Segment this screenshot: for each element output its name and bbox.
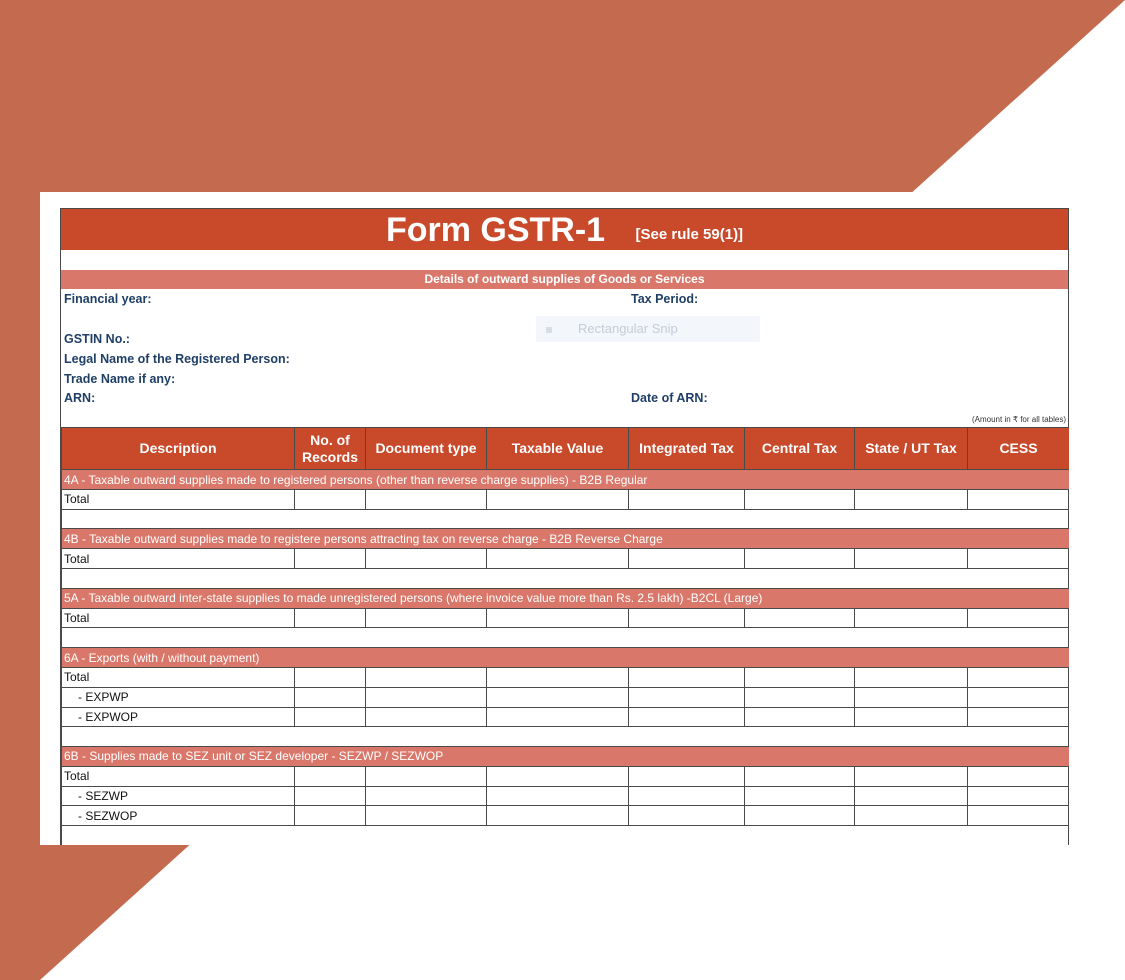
spacer-cell bbox=[745, 825, 855, 845]
spacer-cell bbox=[855, 509, 968, 529]
value-cell[interactable] bbox=[745, 766, 855, 786]
value-cell[interactable] bbox=[629, 766, 745, 786]
spacer-cell bbox=[855, 569, 968, 589]
row-label: Total bbox=[62, 668, 295, 688]
spacer-row bbox=[62, 825, 1070, 845]
section-header-row bbox=[62, 529, 1070, 549]
row-label: - SEZWP bbox=[62, 786, 295, 806]
value-cell[interactable] bbox=[629, 806, 745, 826]
spacer-cell bbox=[629, 628, 745, 648]
header-taxable-value: Taxable Value bbox=[487, 428, 629, 470]
spacer-cell bbox=[968, 825, 1070, 845]
value-cell[interactable] bbox=[629, 668, 745, 688]
spacer-cell bbox=[62, 727, 295, 747]
trade-name-label: Trade Name if any: bbox=[64, 372, 176, 386]
value-cell[interactable] bbox=[487, 549, 629, 569]
spacer-cell bbox=[366, 825, 487, 845]
value-cell[interactable] bbox=[487, 668, 629, 688]
value-cell[interactable] bbox=[745, 549, 855, 569]
value-cell[interactable] bbox=[295, 707, 366, 727]
value-cell[interactable] bbox=[968, 490, 1070, 510]
spacer-cell bbox=[295, 569, 366, 589]
form-subtitle: Details of outward supplies of Goods or Services bbox=[61, 270, 1068, 289]
snip-tooltip-label: Rectangular Snip bbox=[578, 321, 678, 336]
spacer-cell bbox=[366, 509, 487, 529]
spacer-cell bbox=[487, 509, 629, 529]
spacer-cell bbox=[62, 569, 295, 589]
value-cell[interactable] bbox=[295, 687, 366, 707]
value-cell[interactable] bbox=[855, 707, 968, 727]
value-cell[interactable] bbox=[295, 549, 366, 569]
value-cell[interactable] bbox=[629, 707, 745, 727]
spacer-cell bbox=[487, 569, 629, 589]
gstin-label: GSTIN No.: bbox=[64, 332, 130, 346]
spacer-cell bbox=[487, 825, 629, 845]
value-cell[interactable] bbox=[968, 707, 1070, 727]
gstr1-form bbox=[60, 208, 1069, 845]
value-cell[interactable] bbox=[855, 766, 968, 786]
table-row bbox=[62, 668, 1070, 688]
snip-tooltip bbox=[536, 316, 760, 342]
value-cell[interactable] bbox=[366, 707, 487, 727]
spacer-row bbox=[62, 569, 1070, 589]
amount-note: (Amount in ₹ for all tables) bbox=[971, 415, 1066, 424]
financial-year-label: Financial year: bbox=[64, 292, 152, 306]
header-cess: CESS bbox=[968, 428, 1070, 470]
arn-label: ARN: bbox=[64, 391, 96, 405]
spacer-cell bbox=[366, 569, 487, 589]
value-cell[interactable] bbox=[629, 786, 745, 806]
value-cell[interactable] bbox=[366, 549, 487, 569]
form-rule: [See rule 59(1)] bbox=[635, 226, 744, 243]
snip-icon bbox=[546, 327, 552, 333]
value-cell[interactable] bbox=[295, 490, 366, 510]
spacer-row bbox=[62, 509, 1070, 529]
value-cell[interactable] bbox=[968, 766, 1070, 786]
value-cell[interactable] bbox=[745, 668, 855, 688]
value-cell[interactable] bbox=[745, 786, 855, 806]
spacer-cell bbox=[968, 509, 1070, 529]
date-of-arn-label: Date of ARN: bbox=[631, 391, 708, 405]
spacer-cell bbox=[855, 628, 968, 648]
spacer-row bbox=[62, 727, 1070, 747]
value-cell[interactable] bbox=[968, 608, 1070, 628]
spacer-cell bbox=[295, 509, 366, 529]
value-cell[interactable] bbox=[487, 707, 629, 727]
section-title: 5A - Taxable outward inter-state supplies to made unregistered persons (where invoice value more than Rs. 2.5 lakh) -B2CL (Large) bbox=[62, 588, 1070, 608]
value-cell[interactable] bbox=[745, 707, 855, 727]
value-cell[interactable] bbox=[968, 806, 1070, 826]
value-cell[interactable] bbox=[745, 490, 855, 510]
supplies-table bbox=[61, 427, 1069, 845]
value-cell[interactable] bbox=[968, 668, 1070, 688]
section-header-row bbox=[62, 746, 1070, 766]
tax-period-label: Tax Period: bbox=[631, 292, 699, 306]
value-cell[interactable] bbox=[855, 687, 968, 707]
spacer-cell bbox=[629, 727, 745, 747]
value-cell[interactable] bbox=[855, 608, 968, 628]
row-label: Total bbox=[62, 766, 295, 786]
spacer-cell bbox=[968, 727, 1070, 747]
value-cell[interactable] bbox=[855, 549, 968, 569]
value-cell[interactable] bbox=[366, 687, 487, 707]
header-document-type: Document type bbox=[366, 428, 487, 470]
value-cell[interactable] bbox=[487, 687, 629, 707]
form-sheet bbox=[40, 192, 1069, 845]
value-cell[interactable] bbox=[968, 786, 1070, 806]
value-cell[interactable] bbox=[855, 786, 968, 806]
value-cell[interactable] bbox=[855, 668, 968, 688]
spacer-cell bbox=[62, 825, 295, 845]
spacer-cell bbox=[855, 825, 968, 845]
table-header-row bbox=[62, 428, 1070, 470]
section-header-row bbox=[62, 470, 1070, 490]
spacer-cell bbox=[745, 727, 855, 747]
spacer-cell bbox=[62, 628, 295, 648]
section-title: 4B - Taxable outward supplies made to registere persons attracting tax on reverse charge - B2B Reverse Charge bbox=[62, 529, 1070, 549]
table-row bbox=[62, 608, 1070, 628]
form-title-bar bbox=[61, 209, 1068, 250]
spacer-cell bbox=[629, 825, 745, 845]
header-state-ut-tax: State / UT Tax bbox=[855, 428, 968, 470]
table-row bbox=[62, 786, 1070, 806]
section-title: 6A - Exports (with / without payment) bbox=[62, 648, 1070, 668]
header-integrated-tax: Integrated Tax bbox=[629, 428, 745, 470]
table-row bbox=[62, 549, 1070, 569]
value-cell[interactable] bbox=[366, 490, 487, 510]
value-cell[interactable] bbox=[855, 490, 968, 510]
spacer-cell bbox=[487, 727, 629, 747]
section-header-row bbox=[62, 588, 1070, 608]
spacer-cell bbox=[487, 628, 629, 648]
value-cell[interactable] bbox=[745, 806, 855, 826]
spacer-cell bbox=[855, 727, 968, 747]
table-row bbox=[62, 806, 1070, 826]
value-cell[interactable] bbox=[487, 786, 629, 806]
table-row bbox=[62, 766, 1070, 786]
value-cell[interactable] bbox=[366, 786, 487, 806]
value-cell[interactable] bbox=[366, 608, 487, 628]
value-cell[interactable] bbox=[295, 766, 366, 786]
section-header-row bbox=[62, 648, 1070, 668]
row-label: Total bbox=[62, 549, 295, 569]
value-cell[interactable] bbox=[295, 668, 366, 688]
value-cell[interactable] bbox=[487, 766, 629, 786]
section-title: 4A - Taxable outward supplies made to registered persons (other than reverse charge supplies) - B2B Regular bbox=[62, 470, 1070, 490]
header-central-tax: Central Tax bbox=[745, 428, 855, 470]
value-cell[interactable] bbox=[366, 806, 487, 826]
table-row bbox=[62, 490, 1070, 510]
spacer-cell bbox=[968, 628, 1070, 648]
value-cell[interactable] bbox=[366, 766, 487, 786]
value-cell[interactable] bbox=[487, 490, 629, 510]
value-cell[interactable] bbox=[745, 608, 855, 628]
spacer-cell bbox=[745, 509, 855, 529]
spacer-cell bbox=[366, 628, 487, 648]
spacer-cell bbox=[968, 569, 1070, 589]
spacer-cell bbox=[295, 628, 366, 648]
table-row bbox=[62, 687, 1070, 707]
value-cell[interactable] bbox=[968, 687, 1070, 707]
row-label: - EXPWP bbox=[62, 687, 295, 707]
spacer-cell bbox=[366, 727, 487, 747]
value-cell[interactable] bbox=[487, 608, 629, 628]
header-description: Description bbox=[62, 428, 295, 470]
spacer-cell bbox=[295, 825, 366, 845]
table-row bbox=[62, 707, 1070, 727]
spacer-row bbox=[62, 628, 1070, 648]
row-label: - SEZWOP bbox=[62, 806, 295, 826]
row-label: Total bbox=[62, 490, 295, 510]
value-cell[interactable] bbox=[295, 806, 366, 826]
spacer-cell bbox=[62, 509, 295, 529]
value-cell[interactable] bbox=[968, 549, 1070, 569]
form-title: Form GSTR-1 bbox=[385, 211, 606, 249]
spacer-cell bbox=[295, 727, 366, 747]
row-label: - EXPWOP bbox=[62, 707, 295, 727]
value-cell[interactable] bbox=[629, 608, 745, 628]
value-cell[interactable] bbox=[745, 687, 855, 707]
value-cell[interactable] bbox=[366, 668, 487, 688]
header-records: No. of Records bbox=[295, 428, 366, 470]
value-cell[interactable] bbox=[629, 549, 745, 569]
value-cell[interactable] bbox=[487, 806, 629, 826]
section-title: 6B - Supplies made to SEZ unit or SEZ developer - SEZWP / SEZWOP bbox=[62, 746, 1070, 766]
row-label: Total bbox=[62, 608, 295, 628]
value-cell[interactable] bbox=[855, 806, 968, 826]
spacer-cell bbox=[629, 569, 745, 589]
spacer-cell bbox=[745, 628, 855, 648]
value-cell[interactable] bbox=[295, 608, 366, 628]
value-cell[interactable] bbox=[295, 786, 366, 806]
spacer-cell bbox=[745, 569, 855, 589]
table-body bbox=[62, 470, 1070, 846]
spacer-cell bbox=[629, 509, 745, 529]
value-cell[interactable] bbox=[629, 490, 745, 510]
legal-name-label: Legal Name of the Registered Person: bbox=[64, 352, 290, 366]
value-cell[interactable] bbox=[629, 687, 745, 707]
